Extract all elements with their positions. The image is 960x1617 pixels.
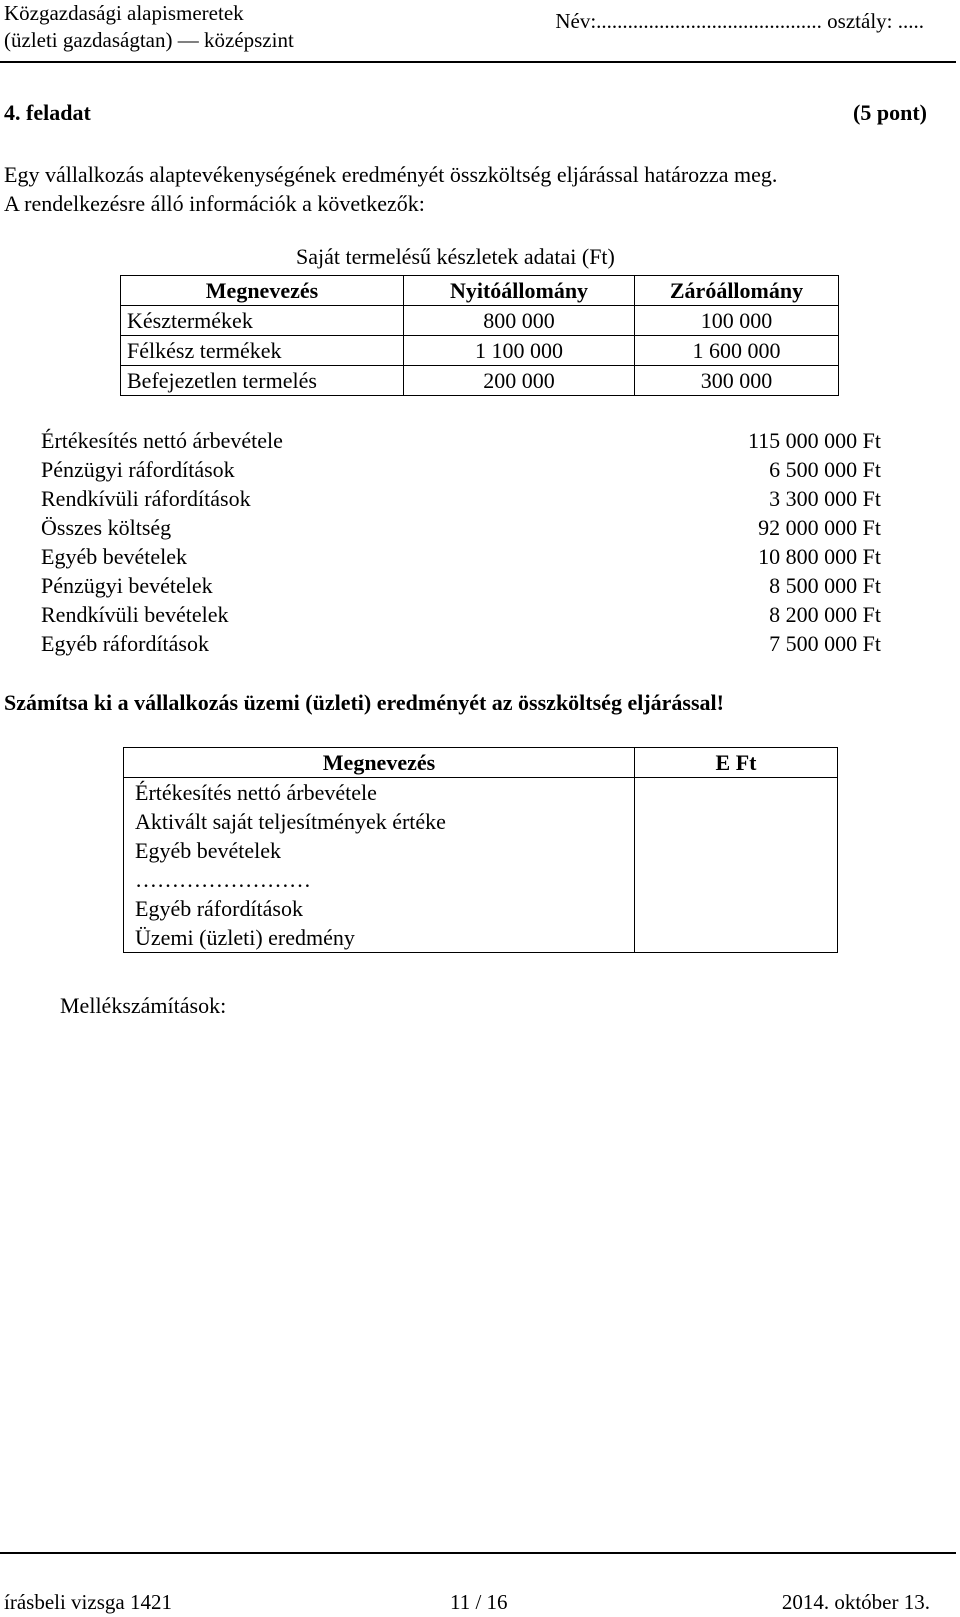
info-label: Egyéb ráfordítások: [41, 631, 209, 656]
list-item: [41, 542, 891, 571]
footer-page-number: 11 / 16: [450, 1590, 508, 1614]
info-value: 92 000 000 Ft: [758, 515, 881, 540]
answer-input-cell[interactable]: [635, 865, 838, 894]
info-value: 115 000 000 Ft: [747, 428, 881, 453]
inventory-cell-closing: 300 000: [635, 366, 839, 396]
inventory-table-header-row: [121, 276, 839, 306]
answer-input-cell[interactable]: [635, 836, 838, 865]
header-divider: [0, 61, 956, 63]
table-row: [124, 807, 838, 836]
info-label: Pénzügyi ráfordítások: [41, 457, 235, 482]
answer-row-label: Egyéb bevételek: [124, 836, 635, 865]
list-item: [41, 455, 891, 484]
inventory-header-closing: Záróállomány: [635, 276, 839, 306]
table-row: [121, 336, 839, 366]
inventory-table: [120, 275, 839, 396]
intro-line-1: Egy vállalkozás alaptevékenységének eredményét összköltség eljárással határozza meg.: [4, 162, 778, 187]
info-value: 7 500 000 Ft: [769, 631, 881, 656]
info-label: Rendkívüli ráfordítások: [41, 486, 251, 511]
footer-date: 2014. október 13.: [781, 1590, 930, 1614]
footer-exam-code: írásbeli vizsga 1421: [4, 1590, 172, 1614]
table-row: [124, 836, 838, 865]
info-label: Egyéb bevételek: [41, 544, 187, 569]
list-item: [41, 600, 891, 629]
header-subject-line1: Közgazdasági alapismeretek: [4, 1, 244, 25]
answer-table: [123, 747, 838, 953]
list-item: [41, 484, 891, 513]
answer-row-label-blank[interactable]: ……………………: [124, 865, 635, 894]
list-item: [41, 513, 891, 542]
answer-table-header-row: [124, 748, 838, 778]
inventory-cell-opening: 200 000: [404, 366, 635, 396]
answer-row-label: Aktivált saját teljesítmények értéke: [124, 807, 635, 836]
task-points: (5 pont): [853, 100, 927, 125]
task-question: Számítsa ki a vállalkozás üzemi (üzleti) eredményét az összköltség eljárással!: [4, 690, 724, 715]
info-value: 10 800 000 Ft: [758, 544, 881, 569]
list-item: [41, 426, 891, 455]
inventory-cell-name: Befejezetlen termelés: [121, 366, 404, 396]
table-row: [121, 306, 839, 336]
task-intro: [4, 160, 954, 218]
answer-input-cell[interactable]: [635, 778, 838, 808]
side-calculations-label: Mellékszámítások:: [60, 993, 227, 1018]
answer-input-cell[interactable]: [635, 923, 838, 953]
answer-header-name: Megnevezés: [124, 748, 635, 778]
info-value: 8 200 000 Ft: [769, 602, 881, 627]
info-label: Értékesítés nettó árbevétele: [41, 428, 283, 453]
answer-input-cell[interactable]: [635, 894, 838, 923]
answer-row-label: Üzemi (üzleti) eredmény: [124, 923, 635, 953]
info-label: Összes költség: [41, 515, 172, 540]
answer-header-value: E Ft: [635, 748, 838, 778]
answer-input-cell[interactable]: [635, 807, 838, 836]
inventory-cell-name: Késztermékek: [121, 306, 404, 336]
inventory-header-opening: Nyitóállomány: [404, 276, 635, 306]
table-row: [124, 778, 838, 808]
info-label: Rendkívüli bevételek: [41, 602, 229, 627]
info-value: 6 500 000 Ft: [769, 457, 881, 482]
intro-line-2: A rendelkezésre álló információk a következők:: [4, 191, 425, 216]
inventory-cell-opening: 1 100 000: [404, 336, 635, 366]
header-name-field: Név:........................................... osztály: .....: [555, 9, 924, 33]
table-row: [124, 865, 838, 894]
answer-row-label: Értékesítés nettó árbevétele: [124, 778, 635, 808]
inventory-cell-opening: 800 000: [404, 306, 635, 336]
answer-row-label: Egyéb ráfordítások: [124, 894, 635, 923]
task-title: 4. feladat: [4, 100, 91, 125]
table-row: [124, 923, 838, 953]
header-subject: [4, 0, 294, 54]
inventory-header-name: Megnevezés: [121, 276, 404, 306]
inventory-cell-closing: 1 600 000: [635, 336, 839, 366]
list-item: [41, 629, 891, 658]
table-row: [124, 894, 838, 923]
list-item: [41, 571, 891, 600]
info-value: 3 300 000 Ft: [769, 486, 881, 511]
header-subject-line2: (üzleti gazdaságtan) — középszint: [4, 28, 294, 52]
info-value: 8 500 000 Ft: [769, 573, 881, 598]
footer-divider: [0, 1552, 956, 1554]
info-label: Pénzügyi bevételek: [41, 573, 213, 598]
info-list: [41, 426, 891, 658]
inventory-cell-name: Félkész termékek: [121, 336, 404, 366]
inventory-table-caption: Saját termelésű készletek adatai (Ft): [296, 244, 615, 269]
table-row: [121, 366, 839, 396]
inventory-cell-closing: 100 000: [635, 306, 839, 336]
